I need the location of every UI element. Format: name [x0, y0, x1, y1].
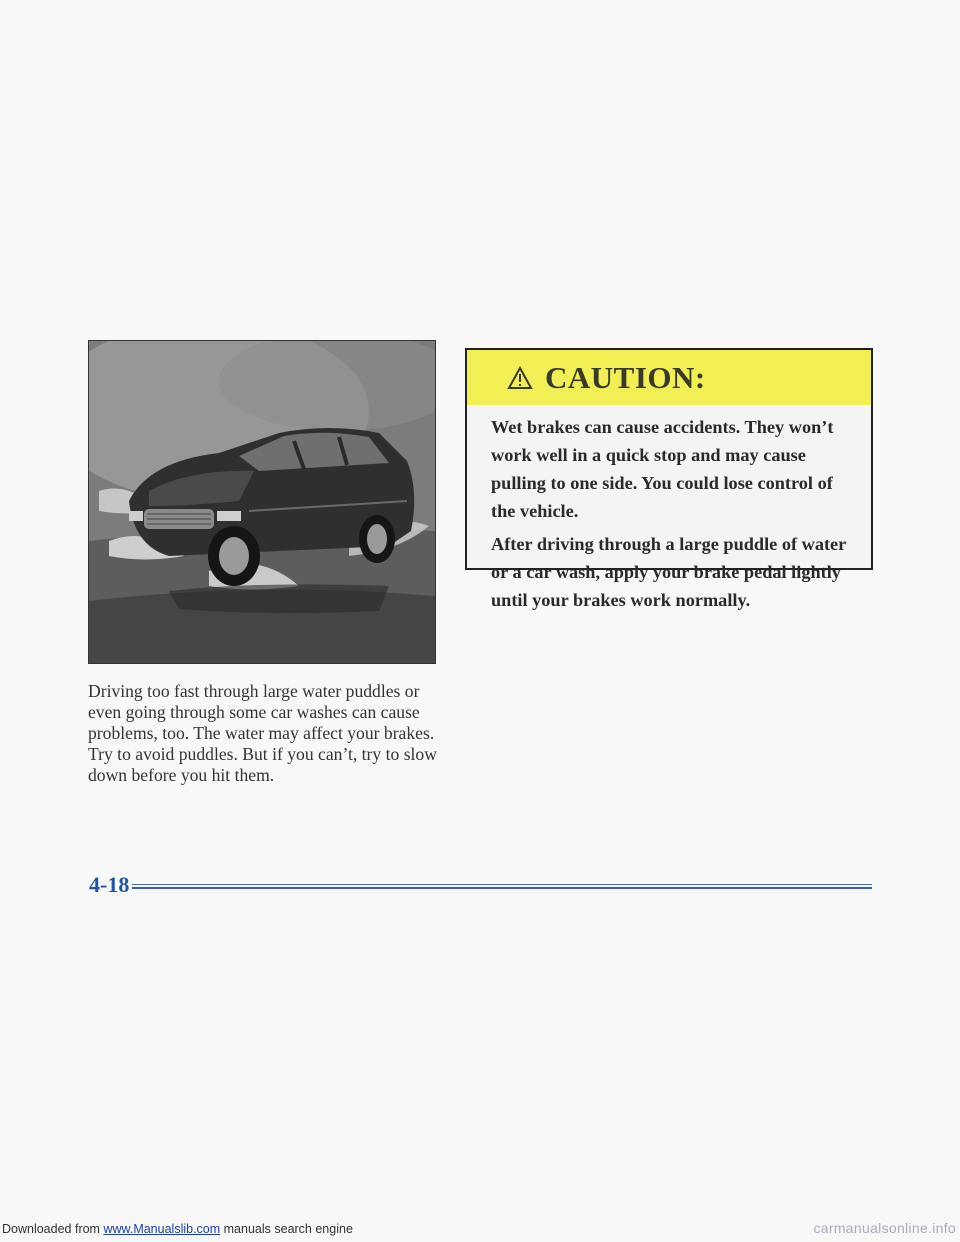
caution-title: CAUTION:: [545, 359, 706, 395]
download-footer: [2, 1222, 353, 1236]
page-number: 4-18: [89, 872, 130, 897]
caution-paragraph: After driving through a large puddle of water or a car wash, apply your brake pedal lightly until your brakes work normally.: [491, 534, 846, 610]
caution-body: [467, 405, 871, 614]
car-splashing-water-photo: [88, 340, 436, 664]
footer-rule: [132, 884, 872, 890]
caution-paragraph: Wet brakes can cause accidents. They won’t work well in a quick stop and may cause pulling to one side. You could lose control of the vehicle.: [491, 417, 834, 521]
manualslib-link[interactable]: www.Manualslib.com: [103, 1222, 221, 1236]
body-paragraph: Driving too fast through large water puddles or even going through some car washes can cause problems, too. The water may affect your brakes. Try to avoid puddles. But if you can’t, try to slow down before you hit them.: [88, 681, 437, 785]
watermark-text: carmanualsonline.info: [813, 1220, 956, 1236]
footer-prefix: Downloaded from: [2, 1222, 104, 1236]
footer-suffix: manuals search engine: [220, 1222, 353, 1236]
caution-box: [465, 348, 873, 610]
warning-triangle-icon: [507, 366, 533, 390]
caution-header: [467, 350, 871, 405]
